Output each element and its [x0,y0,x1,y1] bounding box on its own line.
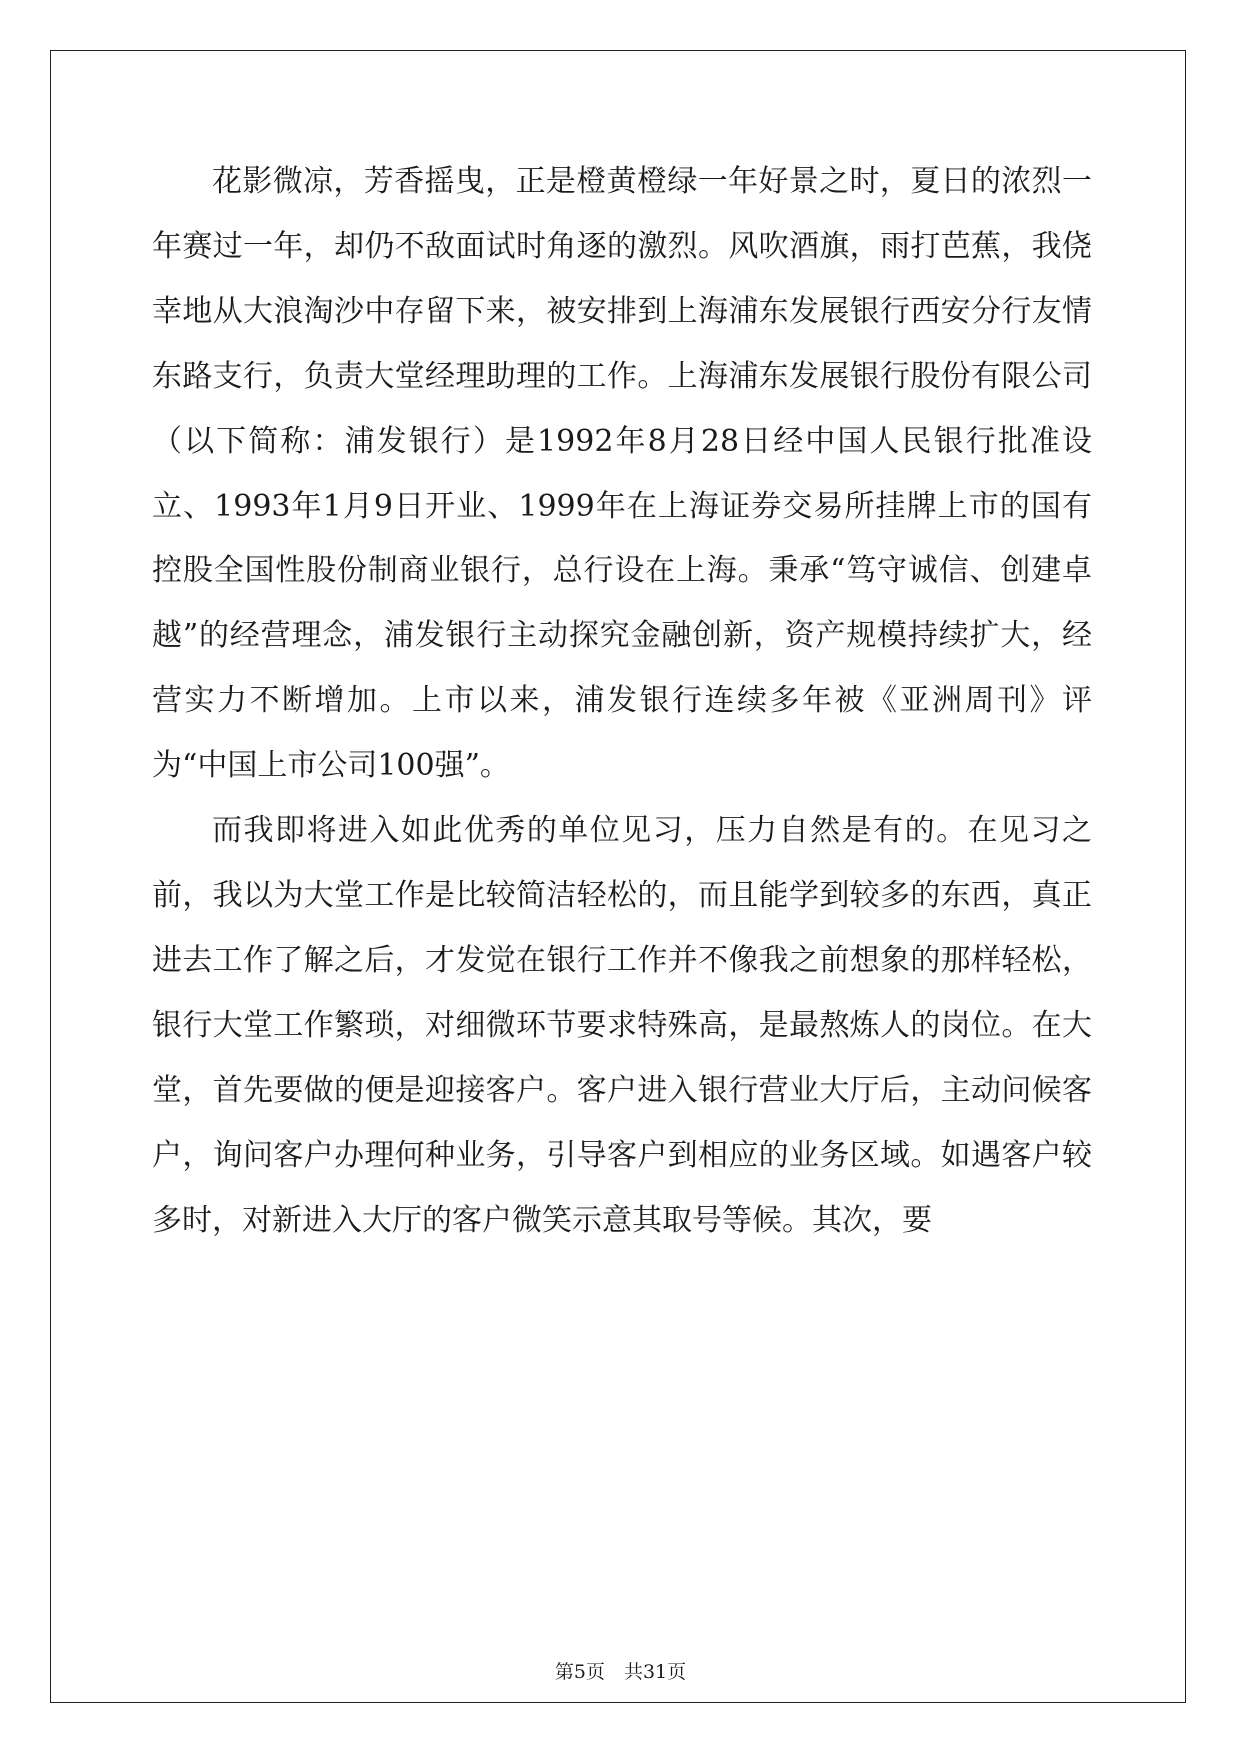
page-number-footer: 第5页 共31页 [554,1661,687,1683]
paragraph-1: 花影微凉，芳香摇曳，正是橙黄橙绿一年好景之时，夏日的浓烈一年赛过一年，却仍不敌面试时角逐的激烈。风吹酒旗，雨打芭蕉，我侥幸地从大浪淘沙中存留下来，被安排到上海浦东发展银行西安分行友情东路支行，负责大堂经理助理的工作。上海浦东发展银行股份有限公司（以下简称：浦发银行）是1992年8月28日经中国人民银行批准设立、1993年1月9日开业、1999年在上海证券交易所挂牌上市的国有控股全国性股份制商业银行，总行设在上海。秉承“笃守诚信、创建卓越”的经营理念，浦发银行主动探究金融创新，资产规模持续扩大，经营实力不断增加。上市以来，浦发银行连续多年被《亚洲周刊》评为“中国上市公司100强”。 [152,164,1092,784]
paragraph-2: 而我即将进入如此优秀的单位见习，压力自然是有的。在见习之前，我以为大堂工作是比较简洁轻松的，而且能学到较多的东西，真正进去工作了解之后，才发觉在银行工作并不像我之前想象的那样轻松，银行大堂工作繁琐，对细微环节要求特殊高，是最熬炼人的岗位。在大堂，首先要做的便是迎接客户。客户进入银行营业大厅后，主动问候客户，询问客户办理何种业务，引导客户到相应的业务区域。如遇客户较多时，对新进入大厅的客户微笑示意其取号等候。其次，要 [152,813,1092,1238]
document-body [152,150,1092,1253]
